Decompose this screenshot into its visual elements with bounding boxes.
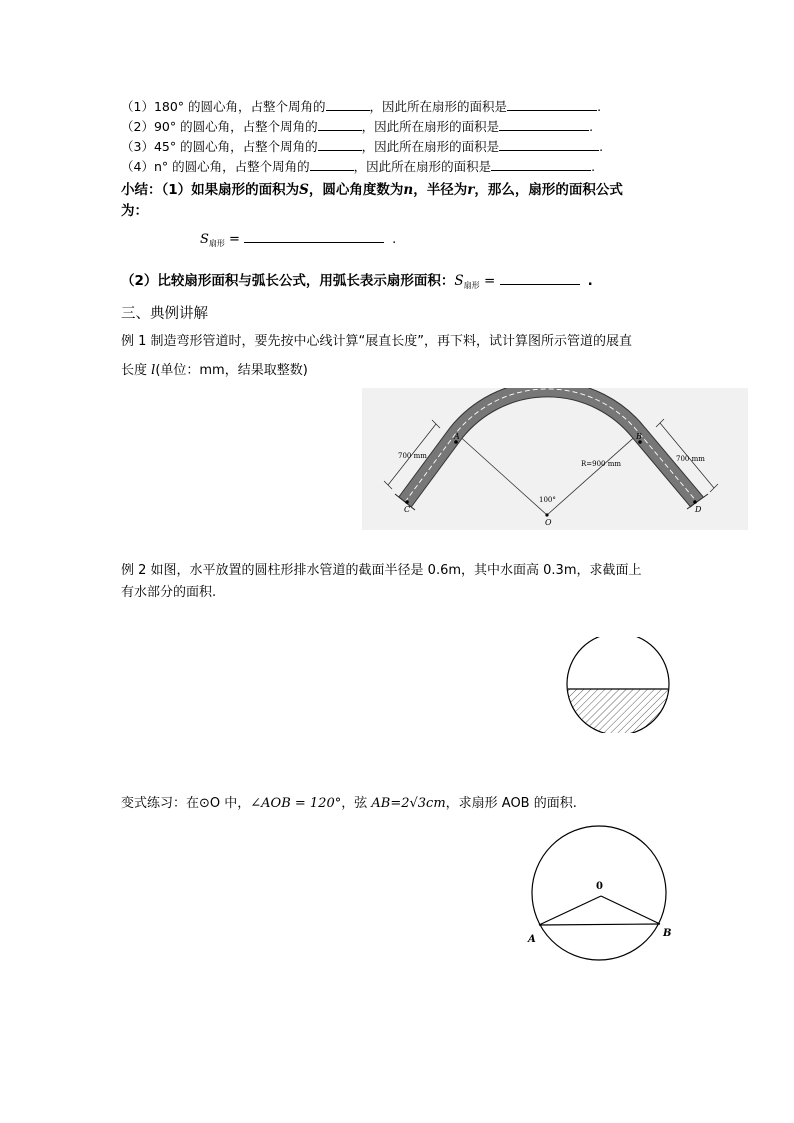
answer-blank[interactable] <box>499 118 589 131</box>
summary-line-2: 为： <box>121 203 148 219</box>
label-B: B <box>636 432 642 441</box>
summary-line-1: 小结：（1）如果扇形的面积为S，圆心角度数为n，半径为r，那么，扇形的面积公式 <box>121 182 623 198</box>
label-C: C <box>404 505 411 514</box>
section-title: 三、典例讲解 <box>121 306 208 322</box>
question-text: （1）180° 的圆心角，占整个周角的 <box>121 99 326 114</box>
example-1-line-1: 例 1 制造弯形管道时，要先按中心线计算“展直长度”，再下料，试计算图所示管道的展直 <box>121 334 633 349</box>
formula-blank[interactable] <box>244 230 384 243</box>
answer-blank[interactable] <box>326 98 370 111</box>
question-4: （4）n° 的圆心角，占整个周角的 ，因此所在扇形的面积是 . <box>121 159 596 174</box>
question-3: （3）45° 的圆心角，占整个周角的 ，因此所在扇形的面积是 . <box>121 139 604 154</box>
pipe-body <box>405 389 697 502</box>
radius-OB <box>601 896 660 924</box>
question-2: （2）90° 的圆心角，占整个周角的 ，因此所在扇形的面积是 . <box>121 119 594 134</box>
question-text: ，因此所在扇形的面积是 <box>353 159 492 174</box>
question-1: （1）180° 的圆心角，占整个周角的 ，因此所在扇形的面积是 . <box>121 99 602 114</box>
answer-blank[interactable] <box>310 158 354 171</box>
formula-blank[interactable] <box>500 272 580 285</box>
label-right-length: 700 mm <box>676 455 705 463</box>
sector-area-formula: $S_{扇形}$ = . <box>200 232 397 248</box>
answer-blank[interactable] <box>318 138 362 151</box>
answer-blank[interactable] <box>318 118 362 131</box>
variant-exercise: 变式练习：在⊙O 中，∠AOB = 120°，弦 AB=2√3cm，求扇形 AOB 的面积. <box>121 796 577 811</box>
answer-blank[interactable] <box>499 138 599 151</box>
part-2: （2）比较扇形面积与弧长公式，用弧长表示扇形面积：$S_{扇形}$ = . <box>121 273 593 290</box>
label-A: A <box>528 934 536 945</box>
radius-OA <box>539 896 601 925</box>
pipe-diagram <box>362 388 748 530</box>
question-text: （3）45° 的圆心角，占整个周角的 <box>121 139 318 154</box>
water-region <box>565 689 671 733</box>
radius-line-OB <box>547 433 639 515</box>
point-D-dot <box>693 500 697 504</box>
label-B: B <box>663 928 672 939</box>
radius-line-OA <box>456 433 547 515</box>
circle-aob-figure <box>525 820 685 972</box>
point-C-dot <box>405 500 409 504</box>
question-text: ，因此所在扇形的面积是 <box>369 99 508 114</box>
question-text: （4）n° 的圆心角，占整个周角的 <box>121 159 310 174</box>
question-text: ，因此所在扇形的面积是 <box>361 139 500 154</box>
chord-AB <box>539 924 660 925</box>
label-left-length: 700 mm <box>398 452 427 460</box>
example-2-line-1: 例 2 如图，水平放置的圆柱形排水管道的截面半径是 0.6m，其中水面高 0.3m，求截面上 <box>121 563 642 578</box>
label-center: 0 <box>596 881 603 892</box>
label-angle: 100° <box>539 496 556 504</box>
question-text: ，因此所在扇形的面积是 <box>361 119 500 134</box>
question-text: （2）90° 的圆心角，占整个周角的 <box>121 119 318 134</box>
circle-O <box>532 826 666 960</box>
label-O: O <box>545 518 552 527</box>
point-O-dot <box>545 513 548 516</box>
label-A: A <box>454 432 460 441</box>
pipe-cross-section-figure <box>565 637 671 733</box>
answer-blank[interactable] <box>507 98 597 111</box>
label-D: D <box>695 505 702 514</box>
example-1-line-2: 长度 l(单位：mm，结果取整数) <box>121 363 308 378</box>
label-radius: R=900 mm <box>581 460 621 468</box>
answer-blank[interactable] <box>491 158 591 171</box>
pipe-figure <box>362 388 748 530</box>
example-2-line-2: 有水部分的面积. <box>121 585 217 600</box>
